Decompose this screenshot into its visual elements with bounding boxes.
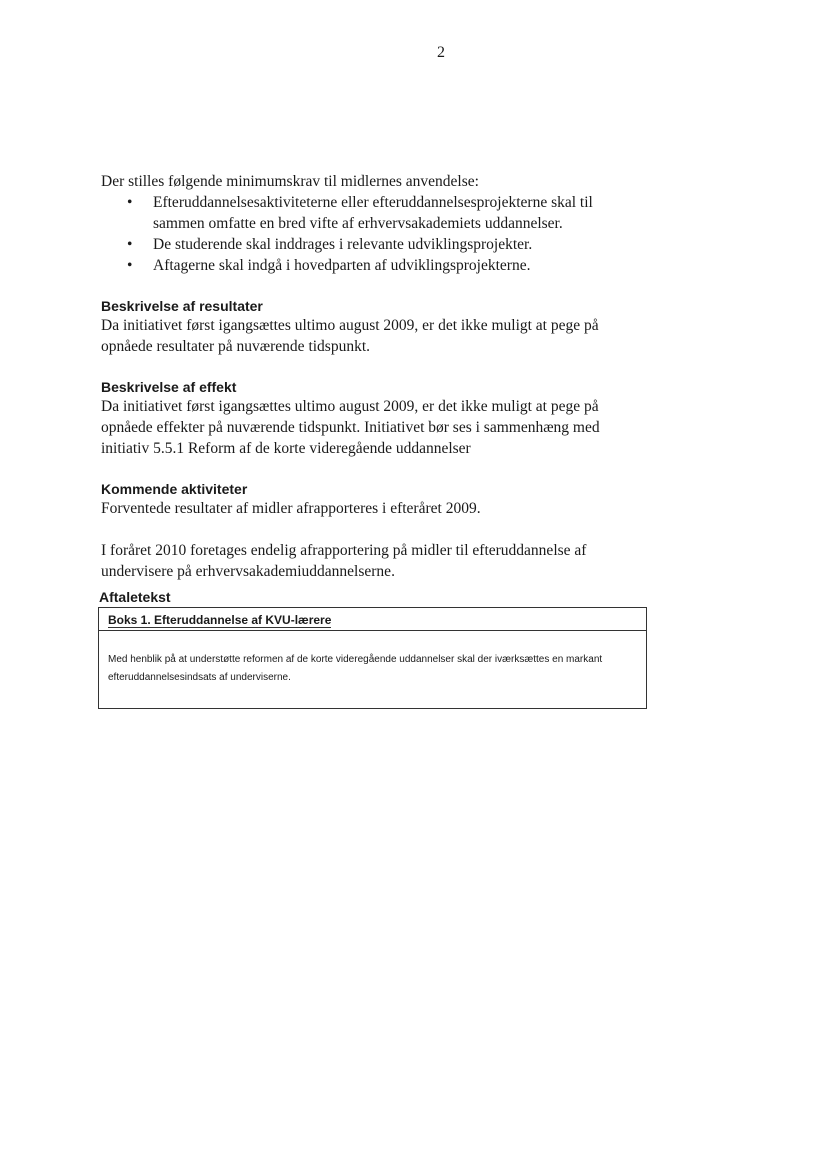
box-title-text: Boks 1. Efteruddannelse af KVU-lærere (108, 613, 332, 627)
bullet-icon: • (127, 194, 133, 211)
section-heading-effekt: Beskrivelse af effekt (101, 379, 237, 395)
intro-text: Der stilles følgende minimumskrav til midlernes anvendelse: (101, 173, 479, 190)
page-number: 2 (437, 44, 445, 61)
box-body: Med henblik på at understøtte reformen af de korte videregående uddannelser skal der iværksættes en markant efteruddannelsesindsats af underviserne. (108, 654, 603, 683)
closing-paragraph: I foråret 2010 foretages endelig afrapportering på midler til efteruddannelse af undervisere på erhvervsakademiuddannelserne. (101, 542, 587, 580)
section-heading-resultater: Beskrivelse af resultater (101, 298, 263, 314)
section-heading-aktiviteter: Kommende aktiviteter (101, 481, 248, 497)
box-title (99, 608, 646, 631)
list-item-text: De studerende skal inddrages i relevante udviklingsprojekter. (153, 236, 533, 253)
document-body (101, 171, 641, 582)
list-item-text: Efteruddannelsesaktiviteterne eller efteruddannelsesprojekterne skal til sammen omfatte en bred vifte af erhvervsakademiets uddannelser. (153, 194, 593, 232)
requirements-list (101, 192, 641, 276)
list-item-text: Aftagerne skal indgå i hovedparten af udviklingsprojekterne. (153, 257, 531, 274)
aftaletekst-heading: Aftaletekst (99, 589, 171, 605)
section-body-aktiviteter: Forventede resultater af midler afrapporteres i efteråret 2009. (101, 500, 481, 517)
boks-1 (98, 607, 647, 709)
bullet-icon: • (127, 236, 133, 253)
bullet-icon: • (127, 257, 133, 274)
section-body-resultater: Da initiativet først igangsættes ultimo august 2009, er det ikke muligt at pege på opnåede resultater på nuværende tidspunkt. (101, 317, 599, 355)
list-item (101, 234, 641, 255)
list-item (101, 192, 641, 234)
section-body-effekt: Da initiativet først igangsættes ultimo august 2009, er det ikke muligt at pege på opnåede effekter på nuværende tidspunkt. Initiativet bør ses i sammenhæng med initiativ 5.5.1 Reform af de korte videregående uddannelser (101, 398, 600, 457)
list-item (101, 255, 641, 276)
